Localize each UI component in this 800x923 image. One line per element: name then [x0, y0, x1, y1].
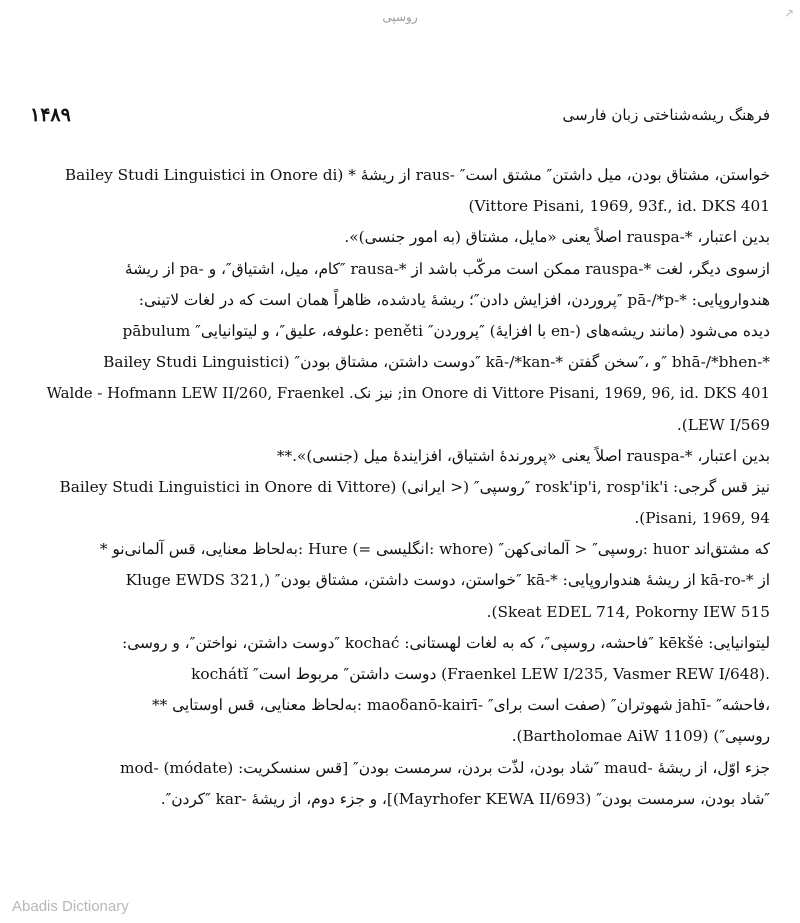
- footnote-line: جزء اوّل، از ریشهٔ ‎maud-‎ ″شاد بودن، لذّت بردن، سرمست بودن″ [قس سنسکریت: ‎mod-‎ (módate): [119, 758, 770, 777]
- text-line: Bailey Studi Linguistici in Onore di Vittore) (ایرانی >) ″روسپی″ rosk'ip'i, rosp'ik'i :نیز قس گرجی: [59, 477, 770, 496]
- footnote-line: ‎*‎ به‌لحاظ معنایی، قس آلمانی‌نو: Hure (= انگلیسی: whore) ″روسپی″ < آلمانی‌کهن: huor که مشتق‌اند: [99, 540, 770, 559]
- footnote-line: ″شاد بودن، سرمست بودن″ (Mayrhofer KEWA II/693)]، و جزء دوم، از ریشهٔ ‎kar-‎ ″کردن″.: [160, 789, 770, 808]
- footnote-line: .(Skeat EDEL 714, Pokorny IEW 515: [486, 602, 770, 621]
- corner-arrow-icon: ↗: [784, 6, 795, 20]
- text-line: .(LEW I/569: [676, 415, 770, 434]
- text-line: بدین اعتبار، ‎rauspa-*‎ اصلاً یعنی «پرورندهٔ اشتیاق، افزایندهٔ میل (جنسی)».‎**: [276, 446, 770, 465]
- text-line: (Vittore Pisani, 1969, 93f., id. DKS 401: [468, 197, 770, 216]
- text-line: Bailey Studi Linguistici in Onore di) ‎*‎ از ریشهٔ ‎raus-‎ ″خواستن، مشتاق بودن، میل داشتن″ مشتق است: [64, 166, 770, 184]
- footnote-line: لیتوانیایی: kēkšė ″فاحشه، روسپی″، که به لغات لهستانی: kochać ″دوست داشتن، نواختن″، و روسی:: [122, 633, 770, 652]
- running-head: [30, 104, 770, 130]
- footnote-line: ‎**‎ به‌لحاظ معنایی، قس اوستایی: ‎maoδanō-kairī-‎ ″شهوتران″ (صفت است برای ‎jahī-‎ ″فاحشه،: [152, 696, 770, 715]
- site-header-word: روسپی: [382, 10, 418, 24]
- text-line: بدین اعتبار، ‎rauspa-*‎ اصلاً یعنی «مایل، مشتاق (به امور جنسی)».: [344, 228, 770, 247]
- entry-body: [34, 160, 770, 815]
- text-line: هندواروپایی: ‎pā-/*p-*‎ ″پروردن، افزایش دادن″؛ ریشهٔ یادشده، ظاهراً همان است که در لغات لاتینی:: [138, 290, 770, 309]
- text-line: Walde - Hofmann LEW II/260, Fraenkel .نیز نک ;in Onore di Vittore Pisani, 1969, 96, id. DKS 401: [46, 384, 770, 403]
- text-line: .(Pisani, 1969, 94: [634, 509, 770, 528]
- text-line: ازسوی دیگر، لغت ‎rauspa-*‎ ممکن است مرکّب باشد از ‎rausa-*‎ ″کام، میل، اشتیاق″، و ‎pa-‎ از ریشهٔ: [124, 259, 770, 278]
- page-number: ۱۴۸۹: [30, 104, 71, 126]
- footnote-line: روسپی″) (Bartholomae AiW 1109).: [511, 727, 770, 746]
- book-title: فرهنگ ریشه‌شناختی زبان فارسی: [562, 106, 770, 124]
- text-line: Bailey Studi Linguistici) ″دوست داشتن، مشتاق بودن″ ‎kā-/*kan-*‎ و ،″سخن گفتن″ ‎bhā-/*bhen-*: [103, 353, 770, 372]
- footnote-line: kochátĭ ″دوست داشتن″ مربوط است (Fraenkel LEW I/235, Vasmer REW I/648).: [191, 665, 770, 683]
- text-line: pābulum ″علوفه، علیق″، و لیتوانیایی: peněti ″پروردن″ (با افزایهٔ ‎en-‎) دیده می‌شود (مانند ریشه‌های: [122, 321, 770, 340]
- watermark: Abadis Dictionary: [12, 898, 129, 915]
- footnote-line: Kluge EWDS 321,) ″خواستن، دوست داشتن، مشتاق بودن″ ‎kā-*‎ :از ریشهٔ هندواروپایی ‎kā-ro-*‎ از: [125, 571, 770, 590]
